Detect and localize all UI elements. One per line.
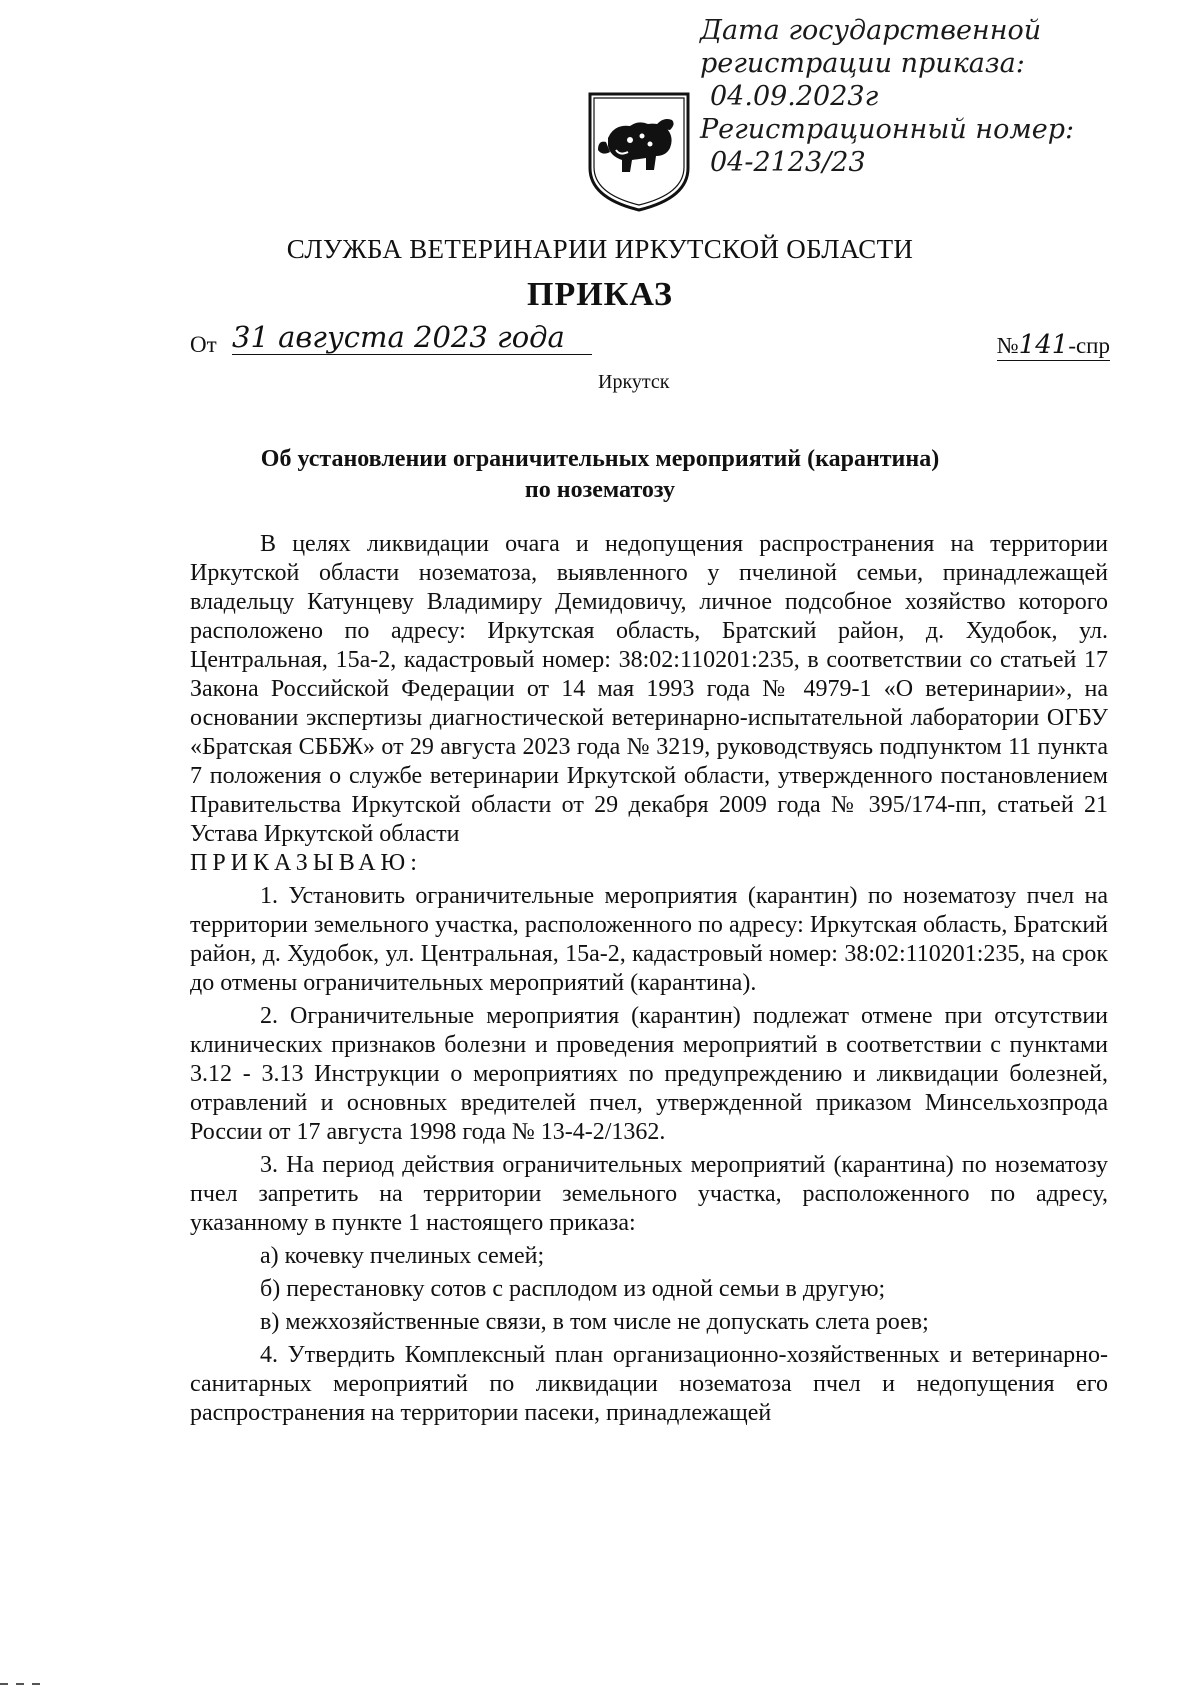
- number-prefix: №: [996, 333, 1019, 358]
- number-handwritten: 141: [1018, 330, 1069, 360]
- order-subitem: б) перестановку сотов с расплодом из одной семьи в другую;: [260, 1276, 886, 1302]
- order-word: ПРИКАЗЫВАЮ:: [190, 850, 422, 876]
- order-item: 1. Установить ограничительные мероприятия (карантин) по нозематозу пчел на территории земельного участка, расположенного по адресу: Иркутская область, Братский район, д. Худобок, ул. Центральная, 15а-2, кадастровый номер: 38:02:110201:235, на срок до отмены ограничительных мероприятий (карантина).: [190, 883, 1108, 996]
- registration-date: 04.09.2023г: [710, 81, 879, 112]
- number-suffix: -спр: [1068, 333, 1110, 358]
- coat-of-arms-icon: [584, 90, 694, 214]
- order-subitem: в) межхозяйственные связи, в том числе не допускать слета роев;: [260, 1309, 929, 1335]
- order-subitem: а) кочевку пчелиных семей;: [260, 1243, 545, 1269]
- order-date: 31 августа 2023 года: [232, 320, 592, 355]
- scan-artifact: [0, 1676, 56, 1682]
- order-date-number-row: [190, 320, 1110, 364]
- preamble-paragraph: В целях ликвидации очага и недопущения распространения на территории Иркутской области нозематоза, выявленного у пчелиной семьи, принадлежащей владельцу Катунцеву Владимиру Демидовичу, личное подсобное хозяйство которого расположено по адресу: Иркутская область, Братский район, д. Худобок, ул. Центральная, 15а-2, кадастровый номер: 38:02:110201:235, в соответствии со статьей 17 Закона Российской Федерации от 14 мая 1993 года № 4979-1 «О ветеринарии», на основании экспертизы диагностической ветеринарно-испытательной лаборатории ОГБУ «Братская СББЖ» от 29 августа 2023 года № 3219, руководствуясь подпунктом 11 пункта 7 положения о службе ветеринарии Иркутской области, утвержденного постановлением Правительства Иркутской области от 29 декабря 2009 года № 395/174-пп, статьей 21 Устава Иркутской области: [190, 531, 1108, 847]
- order-body: [190, 530, 1108, 1428]
- order-item: 4. Утвердить Комплексный план организационно-хозяйственных и ветеринарно-санитарных мероприятий по ликвидации нозематоза пчел и недопущения его распространения на территории пасеки, принадлежащей: [190, 1342, 1108, 1426]
- registration-note-line: регистрации приказа:: [700, 48, 1025, 79]
- registration-note: [700, 14, 1180, 179]
- date-prefix: От: [190, 332, 217, 357]
- order-subject: [0, 444, 1200, 506]
- document-title: ПРИКАЗ: [527, 276, 673, 313]
- subject-line: Об установлении ограничительных мероприятий (карантина): [260, 446, 940, 472]
- city: Иркутск: [598, 371, 670, 393]
- subject-line: по нозематозу: [524, 477, 676, 503]
- registration-note-line: Регистрационный номер:: [700, 114, 1075, 145]
- registration-number: 04-2123/23: [710, 147, 866, 178]
- organization-name: СЛУЖБА ВЕТЕРИНАРИИ ИРКУТСКОЙ ОБЛАСТИ: [286, 234, 914, 264]
- registration-note-line: Дата государственной: [700, 15, 1042, 46]
- order-item: 2. Ограничительные мероприятия (карантин) подлежат отмене при отсутствии клинических признаков болезни и проведения мероприятий в соответствии с пунктами 3.12 - 3.13 Инструкции о мероприятиях по предупреждению и ликвидации болезней, отравлений и основных вредителей пчел, утвержденной приказом Минсельхозпрода России от 17 августа 1998 года № 13-4-2/1362.: [190, 1003, 1108, 1145]
- order-number: [997, 330, 1110, 361]
- order-item: 3. На период действия ограничительных мероприятий (карантина) по нозематозу пчел запретить на территории земельного участка, расположенного по адресу, указанному в пункте 1 настоящего приказа:: [190, 1152, 1108, 1236]
